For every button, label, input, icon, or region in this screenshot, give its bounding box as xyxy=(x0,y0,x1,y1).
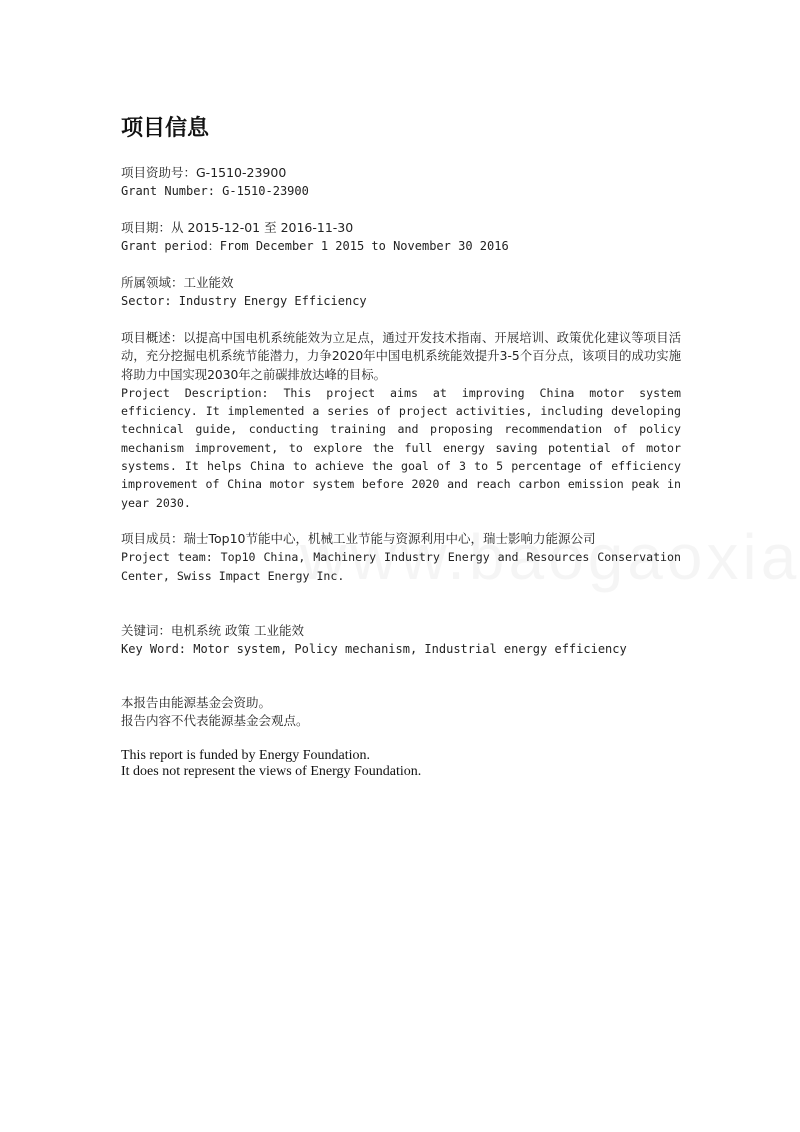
sector-en: Sector: Industry Energy Efficiency xyxy=(121,294,367,309)
sector-cn: 所属领域：工业能效 xyxy=(121,275,234,290)
grant-period-section xyxy=(121,219,681,256)
team-section xyxy=(121,530,681,585)
funding-notice-en xyxy=(121,748,681,780)
grant-period-cn: 项目期：从 2015-12-01 至 2016-11-30 xyxy=(121,220,354,235)
grant-number-section xyxy=(121,164,681,201)
description-en: Project Description: This project aims at improving China motor system efficiency. It implemented a series of project activities, including developing technical guide, conducting training and proposing recommendation of policy mechanism improvement, to explore the full energy saving potential of motor systems. It helps China to achieve the goal of 3 to 5 percentage of efficiency improvement of China motor system before 2020 and reach carbon emission peak in year 2030. xyxy=(121,385,681,510)
funding-notice-cn-line1: 本报告由能源基金会资助。 xyxy=(121,695,272,710)
sector-section xyxy=(121,274,681,311)
funding-notice-en-line1: This report is funded by Energy Foundation. xyxy=(121,748,370,763)
description-cn: 项目概述：以提高中国电机系统能效为立足点，通过开发技术指南、开展培训、政策优化建议等项目活动，充分挖掘电机系统节能潜力，力争2020年中国电机系统能效提升3-5个百分点，该项目的成功实施将助力中国实现2030年之前碳排放达峰的目标。 xyxy=(121,331,681,382)
keywords-cn: 关键词：电机系统 政策 工业能效 xyxy=(121,623,304,638)
team-en: Project team: Top10 China, Machinery Industry Energy and Resources Conservation Center, Swiss Impact Energy Inc. xyxy=(121,550,681,583)
grant-number-cn: 项目资助号：G-1510-23900 xyxy=(121,165,287,180)
description-section xyxy=(121,329,681,512)
keywords-section xyxy=(121,622,681,659)
funding-notice-en-line2: It does not represent the views of Energy Foundation. xyxy=(121,764,422,779)
page-title: 项目信息 xyxy=(121,116,210,141)
grant-number-en: Grant Number: G-1510-23900 xyxy=(121,184,309,199)
team-cn: 项目成员：瑞士Top10节能中心，机械工业节能与资源利用中心，瑞士影响力能源公司 xyxy=(121,531,596,546)
grant-period-en: Grant period：From December 1 2015 to November 30 2016 xyxy=(121,239,509,254)
keywords-en: Key Word: Motor system, Policy mechanism, Industrial energy efficiency xyxy=(121,642,627,657)
funding-notice-cn xyxy=(121,694,681,731)
funding-notice-cn-line2: 报告内容不代表能源基金会观点。 xyxy=(121,713,309,729)
